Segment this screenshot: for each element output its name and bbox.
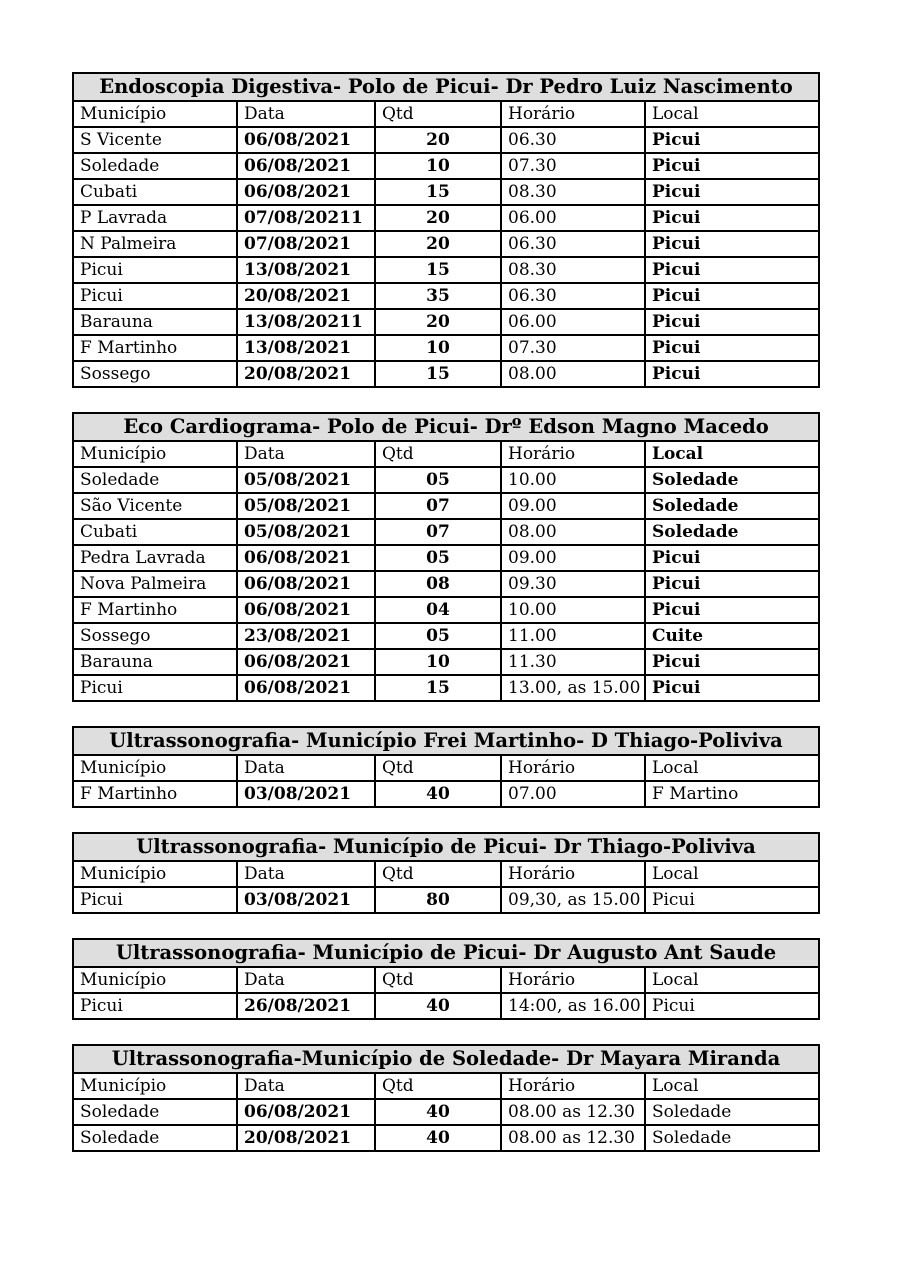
cell-horario: 07.30 bbox=[501, 335, 645, 361]
table-row bbox=[73, 571, 819, 597]
table-title-row bbox=[73, 833, 819, 861]
cell-municipio: São Vicente bbox=[73, 493, 237, 519]
column-header-horario: Horário bbox=[501, 1073, 645, 1099]
schedule-table-2 bbox=[72, 412, 820, 702]
cell-horario: 07.00 bbox=[501, 781, 645, 807]
cell-qtd: 15 bbox=[375, 361, 501, 387]
cell-qtd: 10 bbox=[375, 153, 501, 179]
cell-local: Picui bbox=[645, 993, 819, 1019]
column-header-local: Local bbox=[645, 101, 819, 127]
column-header-local: Local bbox=[645, 1073, 819, 1099]
cell-horario: 09,30, as 15.00 bbox=[501, 887, 645, 913]
cell-data: 07/08/2021 bbox=[237, 231, 375, 257]
table-header-row bbox=[73, 967, 819, 993]
cell-local: Picui bbox=[645, 309, 819, 335]
cell-data: 06/08/2021 bbox=[237, 153, 375, 179]
cell-data: 13/08/2021 bbox=[237, 257, 375, 283]
column-header-data: Data bbox=[237, 441, 375, 467]
cell-local: Picui bbox=[645, 179, 819, 205]
column-header-qtd: Qtd bbox=[375, 861, 501, 887]
cell-local: Picui bbox=[645, 675, 819, 701]
cell-municipio: Picui bbox=[73, 283, 237, 309]
table-row bbox=[73, 231, 819, 257]
cell-municipio: N Palmeira bbox=[73, 231, 237, 257]
cell-local: Picui bbox=[645, 205, 819, 231]
cell-data: 06/08/2021 bbox=[237, 545, 375, 571]
column-header-qtd: Qtd bbox=[375, 967, 501, 993]
cell-local: Picui bbox=[645, 257, 819, 283]
cell-data: 07/08/20211 bbox=[237, 205, 375, 231]
schedule-table-4 bbox=[72, 832, 820, 914]
table-row bbox=[73, 519, 819, 545]
cell-data: 06/08/2021 bbox=[237, 597, 375, 623]
cell-horario: 06.00 bbox=[501, 309, 645, 335]
cell-local: Picui bbox=[645, 545, 819, 571]
cell-municipio: Picui bbox=[73, 887, 237, 913]
cell-horario: 09.00 bbox=[501, 545, 645, 571]
cell-local: Picui bbox=[645, 231, 819, 257]
table-row bbox=[73, 597, 819, 623]
cell-municipio: Sossego bbox=[73, 361, 237, 387]
document-page bbox=[72, 72, 818, 1176]
table-row bbox=[73, 335, 819, 361]
cell-horario: 08.00 as 12.30 bbox=[501, 1125, 645, 1151]
cell-local: Soledade bbox=[645, 467, 819, 493]
cell-municipio: Sossego bbox=[73, 623, 237, 649]
column-header-horario: Horário bbox=[501, 101, 645, 127]
cell-horario: 09.00 bbox=[501, 493, 645, 519]
cell-local: Soledade bbox=[645, 1099, 819, 1125]
schedule-table-5 bbox=[72, 938, 820, 1020]
cell-municipio: Pedra Lavrada bbox=[73, 545, 237, 571]
cell-municipio: Barauna bbox=[73, 309, 237, 335]
cell-local: Cuite bbox=[645, 623, 819, 649]
cell-local: Picui bbox=[645, 127, 819, 153]
cell-horario: 11.00 bbox=[501, 623, 645, 649]
schedule-table-3 bbox=[72, 726, 820, 808]
column-header-municipio: Município bbox=[73, 101, 237, 127]
cell-data: 06/08/2021 bbox=[237, 127, 375, 153]
column-header-data: Data bbox=[237, 861, 375, 887]
cell-municipio: F Martinho bbox=[73, 597, 237, 623]
cell-qtd: 20 bbox=[375, 231, 501, 257]
table-header-row bbox=[73, 861, 819, 887]
cell-qtd: 40 bbox=[375, 1099, 501, 1125]
cell-horario: 06.00 bbox=[501, 205, 645, 231]
cell-qtd: 05 bbox=[375, 467, 501, 493]
cell-horario: 09.30 bbox=[501, 571, 645, 597]
cell-horario: 06.30 bbox=[501, 127, 645, 153]
cell-qtd: 07 bbox=[375, 519, 501, 545]
cell-local: Picui bbox=[645, 335, 819, 361]
cell-horario: 11.30 bbox=[501, 649, 645, 675]
cell-local: Soledade bbox=[645, 493, 819, 519]
cell-horario: 06.30 bbox=[501, 231, 645, 257]
table-row bbox=[73, 887, 819, 913]
cell-municipio: Barauna bbox=[73, 649, 237, 675]
cell-municipio: Cubati bbox=[73, 519, 237, 545]
cell-municipio: F Martinho bbox=[73, 335, 237, 361]
column-header-data: Data bbox=[237, 967, 375, 993]
cell-local: Soledade bbox=[645, 1125, 819, 1151]
cell-qtd: 08 bbox=[375, 571, 501, 597]
cell-data: 06/08/2021 bbox=[237, 649, 375, 675]
table-header-row bbox=[73, 441, 819, 467]
cell-local: Picui bbox=[645, 887, 819, 913]
column-header-data: Data bbox=[237, 1073, 375, 1099]
table-header-row bbox=[73, 755, 819, 781]
column-header-qtd: Qtd bbox=[375, 1073, 501, 1099]
cell-data: 06/08/2021 bbox=[237, 571, 375, 597]
cell-municipio: S Vicente bbox=[73, 127, 237, 153]
cell-qtd: 07 bbox=[375, 493, 501, 519]
column-header-qtd: Qtd bbox=[375, 441, 501, 467]
cell-qtd: 35 bbox=[375, 283, 501, 309]
column-header-qtd: Qtd bbox=[375, 101, 501, 127]
table-title-row bbox=[73, 413, 819, 441]
cell-municipio: Picui bbox=[73, 675, 237, 701]
cell-municipio: F Martinho bbox=[73, 781, 237, 807]
cell-qtd: 15 bbox=[375, 675, 501, 701]
cell-qtd: 20 bbox=[375, 205, 501, 231]
cell-local: Picui bbox=[645, 361, 819, 387]
cell-local: Soledade bbox=[645, 519, 819, 545]
cell-data: 13/08/20211 bbox=[237, 309, 375, 335]
cell-local: Picui bbox=[645, 597, 819, 623]
cell-data: 23/08/2021 bbox=[237, 623, 375, 649]
cell-municipio: P Lavrada bbox=[73, 205, 237, 231]
cell-data: 06/08/2021 bbox=[237, 1099, 375, 1125]
cell-horario: 13.00, as 15.00 bbox=[501, 675, 645, 701]
cell-qtd: 15 bbox=[375, 257, 501, 283]
column-header-data: Data bbox=[237, 101, 375, 127]
table-header-row bbox=[73, 1073, 819, 1099]
column-header-municipio: Município bbox=[73, 967, 237, 993]
table-row bbox=[73, 309, 819, 335]
table-title: Ultrassonografia- Município de Picui- Dr Thiago-Poliviva bbox=[73, 833, 819, 861]
cell-data: 05/08/2021 bbox=[237, 519, 375, 545]
cell-qtd: 80 bbox=[375, 887, 501, 913]
cell-horario: 06.30 bbox=[501, 283, 645, 309]
cell-qtd: 04 bbox=[375, 597, 501, 623]
table-row bbox=[73, 781, 819, 807]
cell-municipio: Nova Palmeira bbox=[73, 571, 237, 597]
column-header-municipio: Município bbox=[73, 755, 237, 781]
cell-municipio: Soledade bbox=[73, 1125, 237, 1151]
table-row bbox=[73, 205, 819, 231]
cell-local: F Martino bbox=[645, 781, 819, 807]
cell-horario: 08.00 bbox=[501, 519, 645, 545]
table-title-row bbox=[73, 1045, 819, 1073]
cell-municipio: Cubati bbox=[73, 179, 237, 205]
column-header-data: Data bbox=[237, 755, 375, 781]
table-row bbox=[73, 993, 819, 1019]
table-row bbox=[73, 361, 819, 387]
cell-local: Picui bbox=[645, 649, 819, 675]
cell-data: 06/08/2021 bbox=[237, 179, 375, 205]
cell-qtd: 20 bbox=[375, 309, 501, 335]
column-header-municipio: Município bbox=[73, 861, 237, 887]
cell-qtd: 05 bbox=[375, 623, 501, 649]
cell-qtd: 40 bbox=[375, 1125, 501, 1151]
cell-horario: 08.30 bbox=[501, 179, 645, 205]
column-header-horario: Horário bbox=[501, 755, 645, 781]
table-row bbox=[73, 675, 819, 701]
cell-local: Picui bbox=[645, 571, 819, 597]
cell-horario: 08.00 as 12.30 bbox=[501, 1099, 645, 1125]
table-row bbox=[73, 545, 819, 571]
cell-qtd: 05 bbox=[375, 545, 501, 571]
cell-municipio: Soledade bbox=[73, 153, 237, 179]
cell-municipio: Soledade bbox=[73, 467, 237, 493]
cell-qtd: 40 bbox=[375, 993, 501, 1019]
schedule-table-6 bbox=[72, 1044, 820, 1152]
cell-data: 03/08/2021 bbox=[237, 781, 375, 807]
table-row bbox=[73, 153, 819, 179]
column-header-municipio: Município bbox=[73, 1073, 237, 1099]
cell-qtd: 10 bbox=[375, 649, 501, 675]
table-title: Ultrassonografia- Município de Picui- Dr Augusto Ant Saude bbox=[73, 939, 819, 967]
cell-horario: 07.30 bbox=[501, 153, 645, 179]
cell-qtd: 40 bbox=[375, 781, 501, 807]
cell-municipio: Picui bbox=[73, 257, 237, 283]
cell-data: 20/08/2021 bbox=[237, 283, 375, 309]
column-header-municipio: Município bbox=[73, 441, 237, 467]
column-header-horario: Horário bbox=[501, 967, 645, 993]
cell-horario: 08.00 bbox=[501, 361, 645, 387]
cell-municipio: Picui bbox=[73, 993, 237, 1019]
table-row bbox=[73, 283, 819, 309]
cell-local: Picui bbox=[645, 153, 819, 179]
table-title: Endoscopia Digestiva- Polo de Picui- Dr Pedro Luiz Nascimento bbox=[73, 73, 819, 101]
cell-data: 03/08/2021 bbox=[237, 887, 375, 913]
table-row bbox=[73, 649, 819, 675]
column-header-local: Local bbox=[645, 755, 819, 781]
column-header-horario: Horário bbox=[501, 861, 645, 887]
column-header-local: Local bbox=[645, 441, 819, 467]
cell-data: 13/08/2021 bbox=[237, 335, 375, 361]
table-row bbox=[73, 179, 819, 205]
table-row bbox=[73, 493, 819, 519]
cell-qtd: 15 bbox=[375, 179, 501, 205]
table-header-row bbox=[73, 101, 819, 127]
cell-horario: 10.00 bbox=[501, 467, 645, 493]
table-row bbox=[73, 127, 819, 153]
column-header-horario: Horário bbox=[501, 441, 645, 467]
cell-qtd: 10 bbox=[375, 335, 501, 361]
cell-qtd: 20 bbox=[375, 127, 501, 153]
cell-horario: 14:00, as 16.00 bbox=[501, 993, 645, 1019]
column-header-local: Local bbox=[645, 861, 819, 887]
table-title-row bbox=[73, 939, 819, 967]
cell-data: 06/08/2021 bbox=[237, 675, 375, 701]
column-header-qtd: Qtd bbox=[375, 755, 501, 781]
table-row bbox=[73, 467, 819, 493]
table-title-row bbox=[73, 73, 819, 101]
cell-data: 05/08/2021 bbox=[237, 493, 375, 519]
cell-local: Picui bbox=[645, 283, 819, 309]
table-row bbox=[73, 623, 819, 649]
table-row bbox=[73, 257, 819, 283]
table-title-row bbox=[73, 727, 819, 755]
cell-horario: 08.30 bbox=[501, 257, 645, 283]
column-header-local: Local bbox=[645, 967, 819, 993]
table-title: Ultrassonografia- Município Frei Martinho- D Thiago-Poliviva bbox=[73, 727, 819, 755]
table-row bbox=[73, 1099, 819, 1125]
cell-data: 20/08/2021 bbox=[237, 361, 375, 387]
cell-data: 05/08/2021 bbox=[237, 467, 375, 493]
table-title: Eco Cardiograma- Polo de Picui- Drº Edson Magno Macedo bbox=[73, 413, 819, 441]
cell-data: 26/08/2021 bbox=[237, 993, 375, 1019]
cell-horario: 10.00 bbox=[501, 597, 645, 623]
cell-municipio: Soledade bbox=[73, 1099, 237, 1125]
table-row bbox=[73, 1125, 819, 1151]
table-title: Ultrassonografia-Município de Soledade- Dr Mayara Miranda bbox=[73, 1045, 819, 1073]
cell-data: 20/08/2021 bbox=[237, 1125, 375, 1151]
schedule-table-1 bbox=[72, 72, 820, 388]
